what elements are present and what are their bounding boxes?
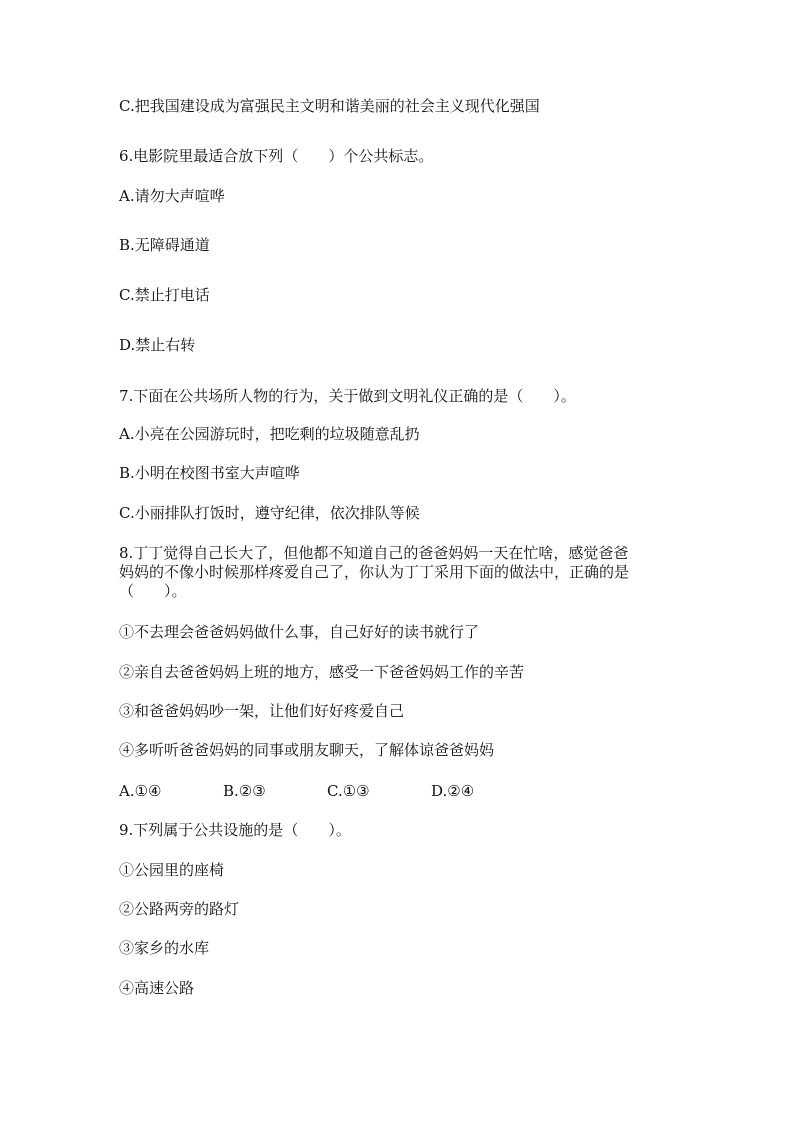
q6-option-d: D.禁止右转 (119, 336, 196, 354)
q6-option-a: A.请勿大声喧哗 (119, 187, 225, 205)
q8-stem (119, 544, 679, 601)
q8-choice-b: B.②③ (223, 782, 266, 800)
q5-option-c: C.把我国建设成为富强民主文明和谐美丽的社会主义现代化强国 (119, 97, 540, 115)
q7-option-b: B.小明在校图书室大声喧哗 (119, 464, 300, 482)
q7-stem: 7.下面在公共场所人物的行为，关于做到文明礼仪正确的是（ ）。 (119, 387, 576, 405)
q8-choice-a: A.①④ (119, 782, 162, 800)
q8-item-1: ①不去理会爸爸妈妈做什么事，自己好好的读书就行了 (119, 623, 480, 641)
q7-option-c: C.小丽排队打饭时，遵守纪律，依次排队等候 (119, 504, 420, 522)
q6-option-b: B.无障碍通道 (119, 236, 210, 254)
q7-option-a: A.小亮在公园游玩时，把吃剩的垃圾随意乱扔 (119, 425, 420, 443)
q9-stem: 9.下列属于公共设施的是（ ）。 (119, 821, 351, 839)
q9-item-2: ②公路两旁的路灯 (119, 900, 240, 918)
q8-stem-line-3: （ ）。 (119, 582, 187, 600)
q8-choice-c: C.①③ (327, 782, 370, 800)
q9-item-4: ④高速公路 (119, 979, 195, 997)
q8-item-4: ④多听听爸爸妈妈的同事或朋友聊天，了解体谅爸爸妈妈 (119, 741, 495, 759)
q6-stem: 6.电影院里最适合放下列（ ）个公共标志。 (119, 147, 434, 165)
q8-stem-line-1: 8.丁丁觉得自己长大了，但他都不知道自己的爸爸妈妈一天在忙啥，感觉爸爸 (119, 544, 629, 562)
q6-option-c: C.禁止打电话 (119, 286, 210, 304)
q8-item-2: ②亲自去爸爸妈妈上班的地方，感受一下爸爸妈妈工作的辛苦 (119, 663, 525, 681)
q8-item-3: ③和爸爸妈妈吵一架，让他们好好疼爱自己 (119, 702, 405, 720)
q8-choice-d: D.②④ (431, 782, 475, 800)
q8-stem-line-2: 妈妈的不像小时候那样疼爱自己了，你认为丁丁采用下面的做法中，正确的是 (119, 563, 630, 581)
q9-item-3: ③家乡的水库 (119, 939, 210, 957)
q9-item-1: ①公园里的座椅 (119, 861, 225, 879)
